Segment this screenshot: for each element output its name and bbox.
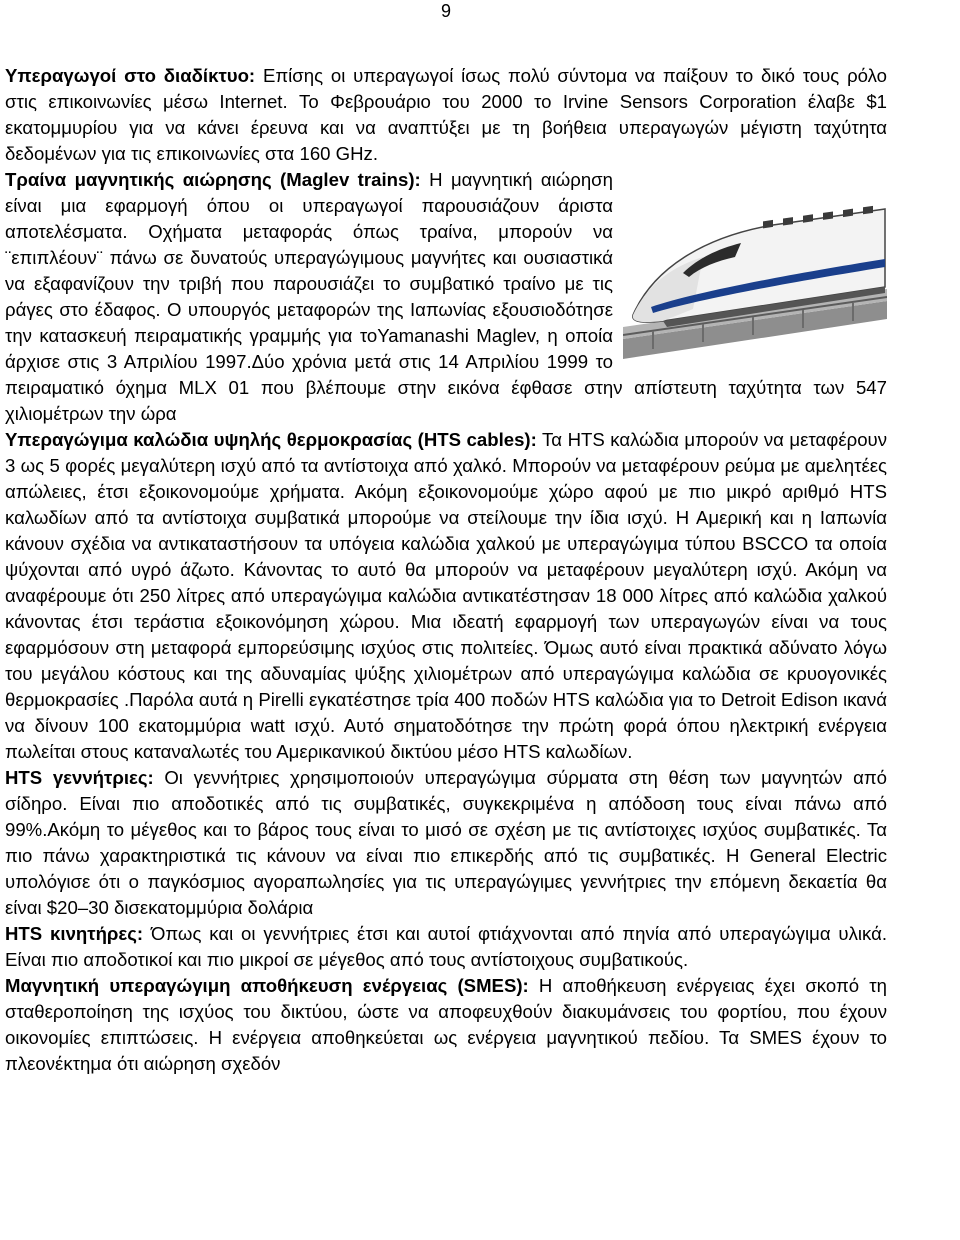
paragraph-text: Όπως και οι γεννήτριες έτσι και αυτοί φτιάχνονται από πηνία από υπεραγώγιμα υλικά. Είναι πιο αποδοτικοί και πιο μικροί σε μέγεθος από τους αντίστοιχους συμβατικούς.: [5, 923, 887, 970]
paragraph-internet: [5, 63, 887, 167]
paragraph-heading: Τραίνα μαγνητικής αιώρησης (Maglev trains):: [5, 169, 421, 190]
paragraph-heading: Υπεραγωγοί στο διαδίκτυο:: [5, 65, 256, 86]
paragraph-text: Η αποθήκευση ενέργειας έχει σκοπό τη σταθεροποίηση της ισχύος του δικτύου, ώστε να αποφευχθούν διακυμάνσεις του φορτίου, που έχουν οικονομίες επιπτώσεις. Η ενέργεια αποθηκεύεται ως ενέργεια μαγνητικού πεδίου. Τα SMES έχουν το πλεονέκτημα ότι αιώρηση σχεδόν: [5, 975, 887, 1074]
paragraph-text: Η μαγνητική αιώρηση είναι μια εφαρμογή όπου οι υπεραγωγοί παρουσιάζουν άριστα αποτελέσματα. Οχήματα μεταφοράς όπως τραίνα, μπορούν να ¨επιπλέουν¨ πάνω σε δυνατούς υπεραγώγιμους μαγνήτες και ουσιαστικά να εξαφανίζουν την τριβή που παρουσιάζει το συμβατικό τραίνο με τις ράγες στο έδαφος. Ο υπουργός μεταφορών της Ιαπωνίας εξουσιοδότησε την κατασκευή πειραματικής γραμμής για τοYamanashi Maglev, η οποία άρχισε στις 3 Απριλίου 1997.Δύο χρόνια μετά στις 14 Απριλίου 1999 το πειραματικό όχημα MLX 01 που βλέπουμε στην εικόνα έφθασε στην απίστευτη ταχύτητα των 547 χιλιομέτρων την ώρα: [5, 169, 887, 424]
paragraph-heading: Υπεραγώγιμα καλώδια υψηλής θερμοκρασίας (HTS cables):: [5, 429, 537, 450]
paragraph-hts-motors: [5, 921, 887, 973]
maglev-train-image: [623, 189, 887, 359]
paragraph-heading: HTS κινητήρες:: [5, 923, 144, 944]
paragraph-heading: Μαγνητική υπεραγώγιμη αποθήκευση ενέργειας (SMES):: [5, 975, 529, 996]
paragraph-text: Οι γεννήτριες χρησιμοποιούν υπεραγώγιμα σύρματα στη θέση των μαγνητών από σίδηρο. Είναι πιο αποδοτικές από τις συμβατικές, συγκεκριμένα η απόδοση τους είναι πάνω από 99%.Ακόμη το μέγεθος και το βάρος τους είναι το μισό σε σχέση με τις αντίστοιχες ισχύος συμβατικές. Τα πιο πάνω χαρακτηριστικά τις κάνουν να είναι πιο επικερδής από τις συμβατικές. Η General Electric υπολόγισε ότι ο παγκόσμιος αγοραπωλησίες για τις υπεραγώγιμες γεννήτριες την επόμενη δεκαετία θα είναι $20–30 δισεκατομμύρια δολάρια: [5, 767, 888, 918]
paragraph-text: Επίσης οι υπεραγωγοί ίσως πολύ σύντομα να παίξουν το δικό τους ρόλο στις επικοινωνίες μέσω Internet. Το Φεβρουάριο του 2000 το Irvine Sensors Corporation έλαβε $1 εκατομμυρίου για να κάνει έρευνα και να αναπτύξει με τη βοήθεια υπεραγωγών μέγιστη ταχύτητα δεδομένων για τις επικοινωνίες στα 160 GHz.: [5, 65, 887, 164]
paragraph-text: Τα HTS καλώδια μπορούν να μεταφέρουν 3 ως 5 φορές μεγαλύτερη ισχύ από τα αντίστοιχα από χαλκό. Μπορούν να μεταφέρουν ρεύμα με αμελητέες απώλειες, έτσι εξοικονομούμε χρήματα. Ακόμη εξοικονομούμε χώρο αφού με πιο μικρό αριθμό HTS καλωδίων από τα αντίστοιχα συμβατικά μπορούμε να στείλουμε την ίδια ισχύ. Η Αμερική και η Ιαπωνία κάνουν σχέδια να αντικαταστήσουν τα υπόγεια καλώδια χαλκού με υπεραγώγιμα τύπου BSCCO τα οποία ψύχονται από υγρό άζωτο. Κάνοντας το αυτό θα μπορούν να μεταφέρουν μεγαλύτερη ισχύ. Ακόμη να αναφέρουμε ότι 250 λίτρες από υπεραγώγιμα καλώδια αντικατέστησαν 18 000 λίτρες από καλώδια χαλκού κάνοντας έτσι τεράστια εξοικονόμηση χώρου. Μια ιδεατή εφαρμογή των υπεραγωγών είναι να τους εφαρμόσουν στη μεταφορά εμπορεύσιμης ισχύος στις πολιτείες. Όμως αυτό είναι πρακτικά αδύνατο λόγω του μεγάλου κόστους και της αδυναμίας ψύξης χιλιομέτρων από υπεραγώγιμα καλώδια σε κρυογονικές θερμοκρασίες .Παρόλα αυτά η Pirelli εγκατέστησε τρία 400 ποδών HTS καλώδια για το Detroit Edison ικανά να δίνουν 100 εκατομμύρια watt ισχύ. Αυτό σηματοδότησε την πρώτη φορά όπου ηλεκτρική ενέργεια πωλείται στους καταναλωτές του Αμερικανικού δικτύου μέσο HTS καλωδίων.: [5, 429, 887, 762]
page-number: 9: [440, 1, 451, 21]
paragraph-smes: [5, 973, 887, 1077]
paragraph-maglev: [5, 167, 887, 427]
paragraph-hts-generators: [5, 765, 887, 921]
paragraph-hts-cables: [5, 427, 887, 765]
paragraph-heading: HTS γεννήτριες:: [5, 767, 154, 788]
document-body: [5, 63, 887, 1077]
